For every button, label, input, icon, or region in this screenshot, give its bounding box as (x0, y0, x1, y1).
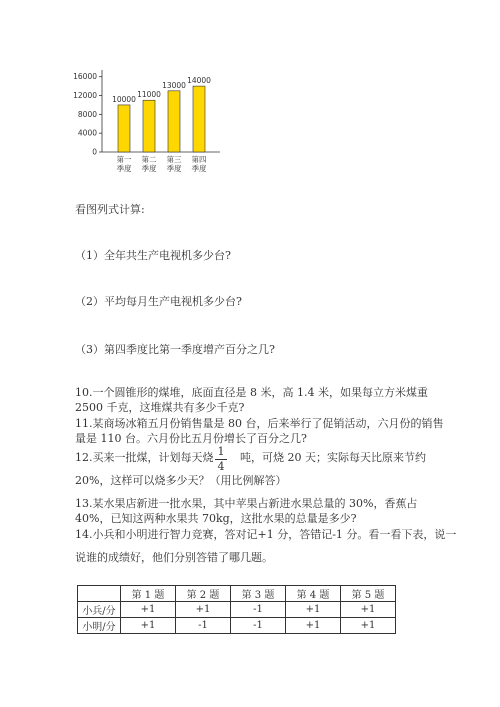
table-header-cell: 第 4 题 (286, 586, 341, 602)
data-label: 10000 (112, 94, 136, 104)
table-cell: -1 (231, 602, 286, 618)
score-table (77, 585, 396, 634)
table-cell: 小明/分 (78, 618, 121, 634)
instruction-text: 看图列式计算: (75, 203, 145, 216)
question-1: （1）全年共生产电视机多少台? (75, 249, 231, 262)
y-tick-label: 4000 (77, 128, 97, 138)
table-cell: 小兵/分 (78, 602, 121, 618)
category-label: 季度 (191, 164, 207, 173)
category-label: 第二 (141, 155, 157, 164)
table-cell: +1 (341, 618, 396, 634)
table-cell: +1 (286, 618, 341, 634)
table-header-cell: 第 2 题 (176, 586, 231, 602)
question-2: （2）平均每月生产电视机多少台? (75, 295, 242, 308)
table-header-cell (78, 586, 121, 602)
category-label: 第三 (166, 155, 182, 164)
fraction-numerator: 1 (217, 445, 225, 458)
y-tick-label: 16000 (73, 72, 97, 82)
table-header-cell: 第 1 题 (121, 586, 176, 602)
table-header-cell: 第 3 题 (231, 586, 286, 602)
table-header-row (78, 586, 396, 602)
category-label: 季度 (166, 164, 182, 173)
fraction-one-quarter (215, 446, 227, 473)
bar (118, 105, 130, 152)
category-label: 第四 (191, 155, 207, 164)
y-tick-label: 0 (92, 147, 97, 157)
table-row (78, 602, 396, 618)
problem-12-part-3: 20%，这样可以烧多少天？（用比例解答） (75, 474, 287, 487)
category-label: 第一 (116, 155, 132, 164)
data-label: 14000 (187, 76, 211, 86)
bar-chart (70, 68, 230, 180)
data-label: 11000 (137, 90, 161, 100)
y-tick-label: 12000 (73, 91, 97, 101)
table-cell: +1 (286, 602, 341, 618)
table-cell: -1 (176, 618, 231, 634)
table-cell: -1 (231, 618, 286, 634)
fraction-denominator: 4 (217, 460, 225, 473)
problem-10: 10.一个圆锥形的煤堆，底面直径是 8 米，高 1.4 米，如果每立方米煤重 2500 千克，这堆煤共有多少千克? (75, 386, 428, 414)
bar (193, 86, 205, 152)
data-label: 13000 (162, 80, 186, 90)
problem-12-part-1: 12.买来一批煤，计划每天烧 (75, 451, 214, 464)
category-label: 季度 (141, 164, 157, 173)
table-cell: +1 (176, 602, 231, 618)
category-label: 季度 (116, 164, 132, 173)
problem-11: 11.某商场冰箱五月份销售量是 80 台，后来举行了促销活动，六月份的销售量是 110 台。六月份比五月份增长了百分之几? (75, 417, 444, 445)
table-header-cell: 第 5 题 (341, 586, 396, 602)
bar (143, 100, 155, 152)
table-row (78, 618, 396, 634)
question-3: （3）第四季度比第一季度增产百分之几? (75, 343, 275, 356)
y-tick-label: 8000 (77, 109, 97, 119)
problem-14-line-2: 说谁的成绩好，他们分别答错了哪几题。 (75, 551, 273, 564)
bar (168, 91, 180, 152)
table-cell: +1 (121, 618, 176, 634)
table-cell: +1 (121, 602, 176, 618)
problem-13: 13.某水果店新进一批水果，其中苹果占新进水果总量的 30%，香蕉占 40%，已知这两种水果共 70kg，这批水果的总量是多少? (75, 497, 418, 525)
problem-14-line-1: 14.小兵和小明进行智力竞赛，答对记+1 分，答错记-1 分。看一看下表，说一 (75, 528, 457, 541)
problem-12-part-2: 吨，可烧 20 天；实际每天比原来节约 (240, 451, 426, 464)
table-cell: +1 (341, 602, 396, 618)
